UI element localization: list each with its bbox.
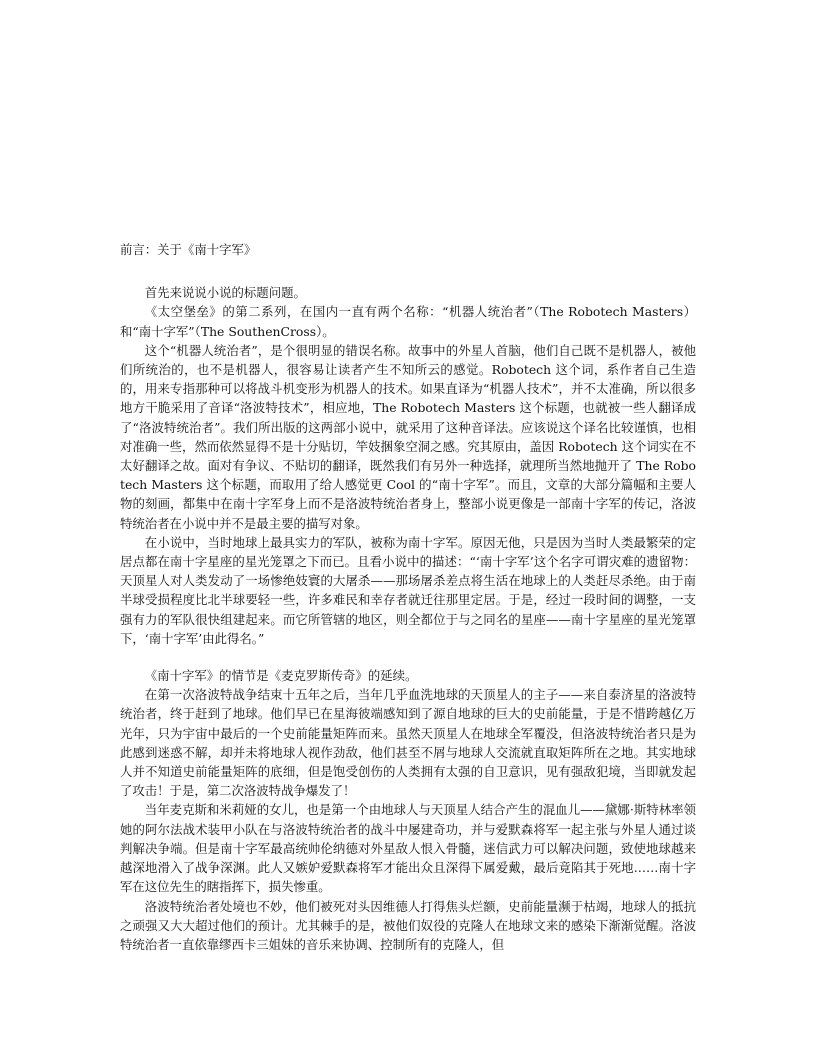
paragraph-translation-discussion: 这个“机器人统治者”，是个很明显的错误名称。故事中的外星人首脑，他们自己既不是机器人，被他们所统治的，也不是机器人，很容易让读者产生不知所云的感觉。Robotech 这个词，系作者自己生造的，用来专指那种可以将战斗机变形为机器人的技术。如果直译为“机器人技术”，并不太准确，所以很多地方干脆采用了音译“洛波特技术”，相应地，The Robotech Masters 这个标题，也就被一些人翻译成了“洛波特统治者”。我们所出版的这两部小说中，就采用了这种音译法。应该说这个译名比较谨慎，也相对准确一些，然而依然显得不是十分贴切，竿妓捆象空洞之感。究其原由，盖因 Robotech 这个词实在不太好翻译之故。面对有争议、不贴切的翻译，既然我们有另外一种选择，就理所当然地抛开了 The Robotech Masters 这个标题，而取用了给人感觉更 Cool 的“南十字军”。而且，文章的大部分篇幅和主要人物的刻画，都集中在南十字军身上而不是洛波特统治者身上，整部小说更像是一部南十字军的传记，洛波特统治者在小说中并不是最主要的描写对象。 — [120, 342, 696, 531]
spacer — [120, 259, 696, 283]
document-body — [120, 240, 696, 954]
paragraph-robotech-masters: 洛波特统治者处境也不妙，他们被死对头因维德人打得焦头烂额，史前能量濒于枯竭，地球人的抵抗之顽强又大大超过他们的预计。尤其棘手的是，被他们奴役的克隆人在地球文来的感染下渐渐觉醒。洛波特统治者一直依靠缪西卡三姐妹的音乐来协调、控制所有的克隆人，但 — [120, 898, 696, 952]
paragraph-dana-sterling: 当年麦克斯和米莉娅的女儿，也是第一个由地球人与天顶星人结合产生的混血儿——黛娜·斯特林率领她的阿尔法战术装甲小队在与洛波特统治者的战斗中屡建奇功，并与爱默森将军一起主张与外星人通过谈判解决争端。但是南十字军最高统帅伦纳德对外星敌人恨入骨髓，迷信武力可以解决问题，致使地球越来越深地滑入了战争深渊。此人又嫉妒爱默森将军才能出众且深得下属爱戴，最后竟陷其于死地……南十字军在这位先生的瞎指挥下，损失惨重。 — [120, 802, 696, 895]
spacer — [120, 648, 696, 666]
page-title: 前言：关于《南十字军》 — [120, 242, 257, 257]
paragraph-second-war: 在第一次洛波特战争结束十五年之后，当年几乎血洗地球的天顶星人的主子——来自泰济星的洛波特统治者，终于赶到了地球。他们早已在星海彼端感知到了源自地球的巨大的史前能量，于是不惜跨越亿万光年，只为宇宙中最后的一个史前能量矩阵而来。虽然天顶星人在地球全军覆没，但洛波特统治者只是为此感到迷惑不解，却并未将地球人视作劲敌，他们甚至不屑与地球人交流就直取矩阵所在之地。其实地球人并不知道史前能量矩阵的底细，但是饱受创伤的人类拥有太强的自卫意识，见有强敌犯境，当即就发起了攻击！于是，第二次洛波特战争爆发了！ — [120, 687, 696, 799]
paragraph-title-question: 首先来说说小说的标题问题。 — [144, 285, 306, 301]
paragraph-southern-cross-origin: 在小说中，当时地球上最具实力的军队，被称为南十字军。原因无他，只是因为当时人类最繁荣的定居点都在南十字星座的星光笼罩之下而已。且看小说中的描述：“‘南十字军’这个名字可谓灾难的遗留物：天顶星人对人类发动了一场惨绝妓寰的大屠杀——那场屠杀差点将生活在地球上的人类赶尽杀绝。由于南半球受损程度比北半球要轻一些，许多难民和幸存者就迁往那里定居。于是，经过一段时间的调整，一支强有力的军队很快组建起来。而它所管辖的地区，则全都位于与之同名的星座——南十字星座的星光笼罩下，‘南十字军’由此得名。” — [120, 534, 696, 646]
paragraph-continuation: 《南十字军》的情节是《麦克罗斯传奇》的延续。 — [144, 668, 418, 684]
paragraph-two-names: 《太空堡垒》的第二系列，在国内一直有两个名称：“机器人统治者”（The Robotech Masters）和“南十字军”（The SouthenCross）。 — [120, 304, 696, 339]
